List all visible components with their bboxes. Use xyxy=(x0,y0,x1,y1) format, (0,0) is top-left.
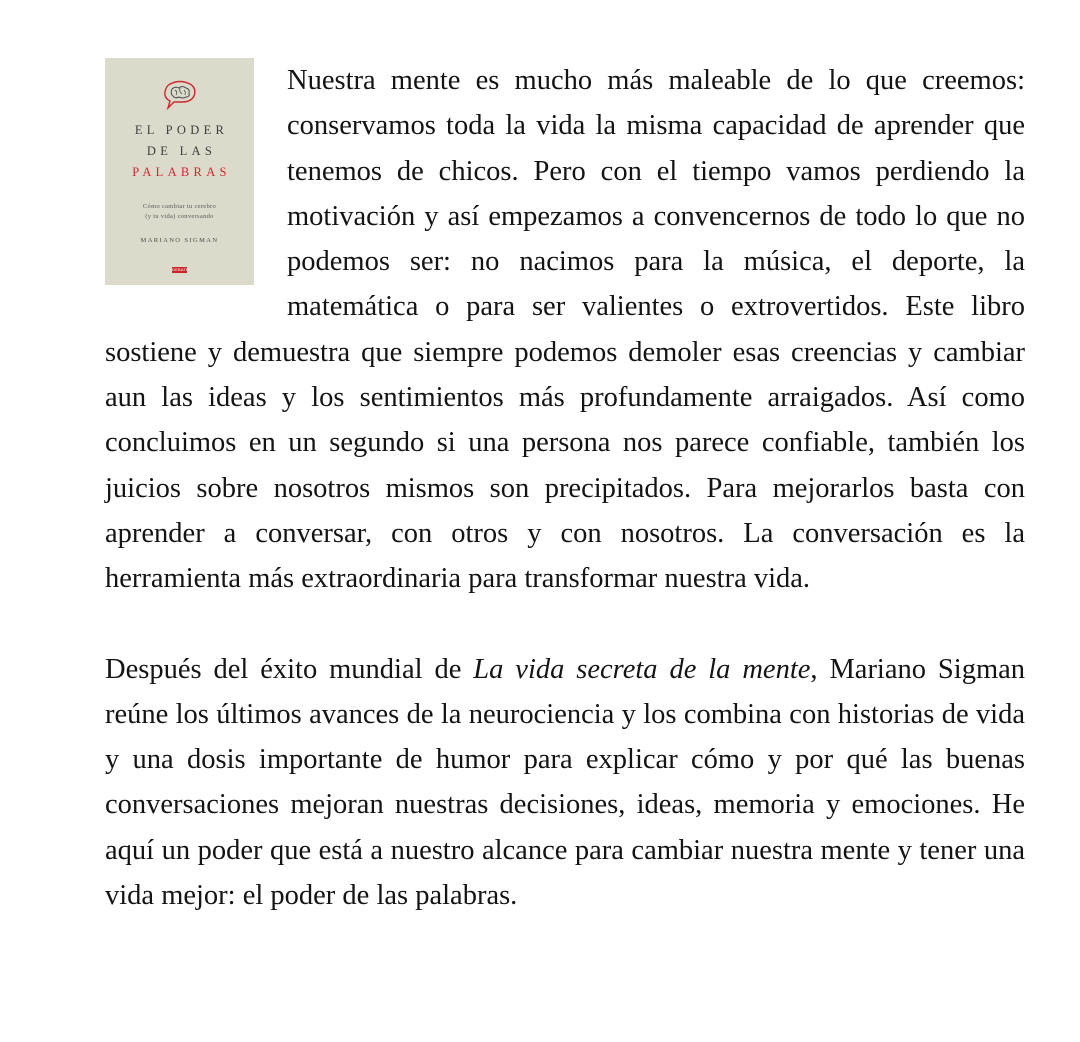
publisher-logo: DEBATE xyxy=(172,267,189,272)
paragraph-2-rest: , Mariano Sigman reúne los últimos avances de la neurociencia y los combina con historias de vida y una dosis importante de humor para explicar cómo y por qué las buenas conversaciones mejoran nuestras decisiones, ideas, memoria y emociones. He aquí un poder que está a nuestro alcance para cambiar nuestra mente y tener una vida mejor: el poder de las palabras. xyxy=(105,653,1026,912)
cover-subtitle-line2: (y tu vida) conversando xyxy=(145,213,214,220)
cover-title-line1: EL PODER xyxy=(134,123,229,137)
book-cover-image xyxy=(105,58,254,285)
cover-author: MARIANO SIGMAN xyxy=(140,237,219,244)
description-paragraph-2 xyxy=(105,647,1025,919)
cover-subtitle-line1: Cómo cambiar tu cerebro xyxy=(142,203,217,210)
description-paragraph-1: Nuestra mente es mucho más maleable de lo que creemos: conservamos toda la vida la misma capacidad de aprender que tenemos de chicos. Pero con el tiempo vamos perdiendo la motivación y así empezamos a convencernos de todo lo que no podemos ser: no nacimos para la música, el deporte, la matemática o para ser valientes o extrovertidos. Este libro sostiene y demuestra que siempre podemos demoler esas creencias y cambiar aun las ideas y los sentimientos más profundamente arraigados. Así como concluimos en un segundo si una persona nos parece confiable, también los juicios sobre nosotros mismos son precipitados. Para mejorarlos basta con aprender a conversar, con otros y con nosotros. La conversación es la herramienta más extraordinaria para transformar nuestra vida. xyxy=(105,65,1025,595)
cover-title-line3: PALABRAS xyxy=(132,165,231,179)
brain-speech-bubble-icon xyxy=(162,80,198,110)
cover-title-line2: DE LAS xyxy=(146,144,217,158)
paragraph-2-intro: Después del éxito mundial de xyxy=(105,653,474,685)
book-description xyxy=(105,58,1025,918)
book-title-reference: La vida secreta de la mente xyxy=(473,653,811,685)
